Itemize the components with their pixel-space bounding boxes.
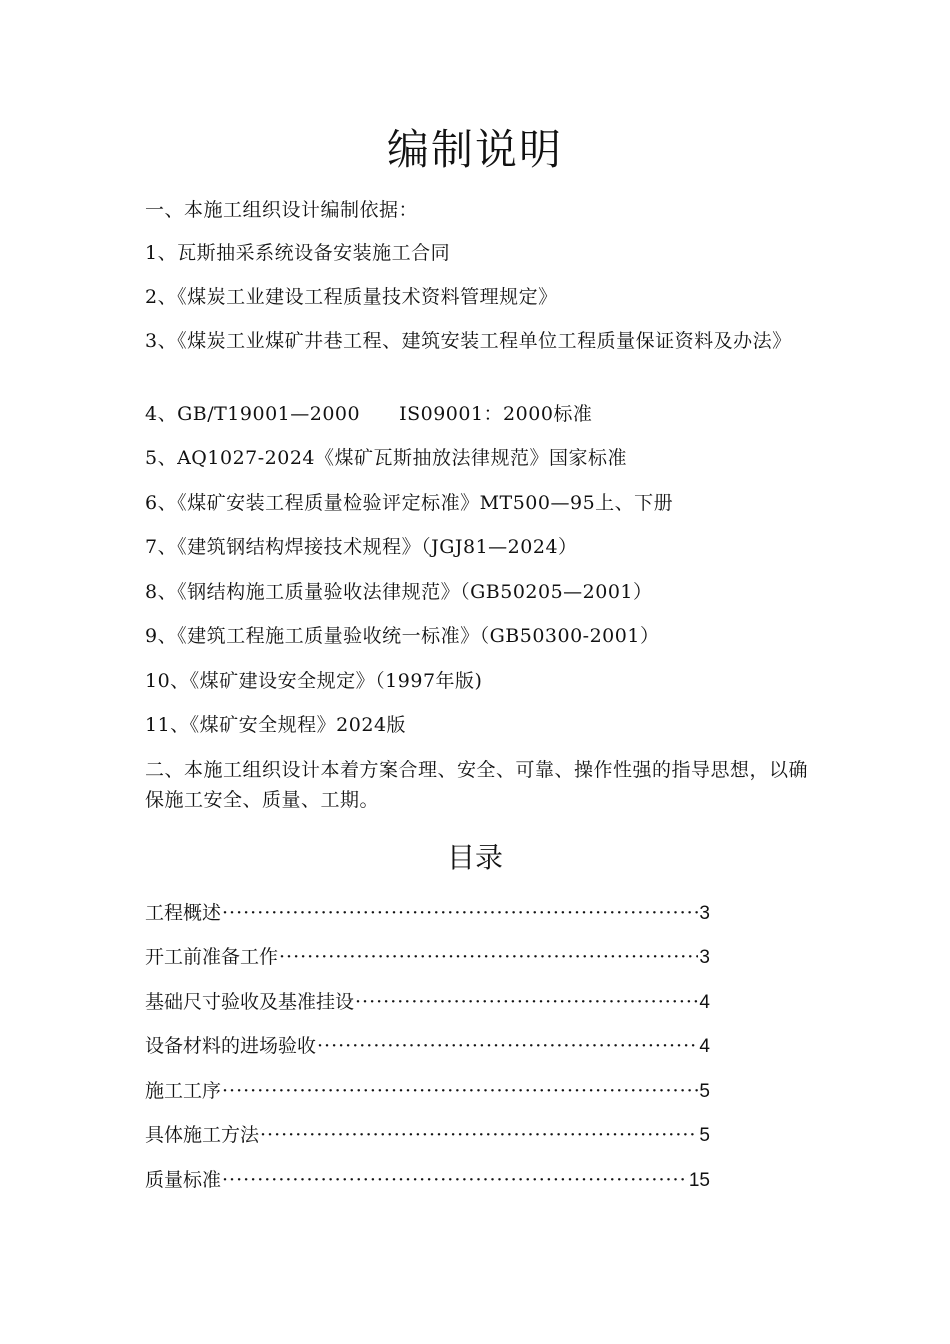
- toc-dot-leader: [355, 987, 698, 1017]
- toc-item-page: 5: [699, 1125, 710, 1146]
- basis-item-11: 11、《煤矿安全规程》2024版: [145, 714, 407, 736]
- basis-item-5: 5、AQ1027-2024《煤矿瓦斯抽放法律规范》国家标准: [145, 447, 628, 469]
- toc-item[interactable]: [145, 942, 710, 972]
- toc-dot-leader: [222, 1076, 698, 1106]
- toc-item-label: 开工前准备工作: [145, 946, 279, 968]
- toc-dot-leader: [222, 898, 698, 928]
- toc-item-page: 3: [699, 903, 710, 924]
- toc-dot-leader: [222, 1165, 688, 1195]
- basis-heading: 一、本施工组织设计编制依据：: [145, 199, 419, 221]
- toc-dot-leader: [260, 1120, 698, 1150]
- guiding-principle-paragraph: 二、本施工组织设计本着方案合理、安全、可靠、操作性强的指导思想，以确保施工安全、质量、工期。: [145, 759, 809, 811]
- toc-item-label: 具体施工方法: [145, 1124, 260, 1146]
- toc-item[interactable]: [145, 987, 710, 1017]
- basis-item-7: 7、《建筑钢结构焊接技术规程》（JGJ81—2024）: [145, 536, 578, 558]
- toc-item-page: 3: [699, 947, 710, 968]
- toc-item-page: 4: [699, 992, 710, 1013]
- toc-item[interactable]: [145, 1076, 710, 1106]
- basis-item-10: 10、《煤矿建设安全规定》（1997年版): [145, 670, 483, 692]
- basis-item-1: 1、瓦斯抽采系统设备安装施工合同: [145, 242, 451, 264]
- toc-item-label: 工程概述: [145, 902, 222, 924]
- toc-item-label: 质量标准: [145, 1169, 222, 1191]
- toc-dot-leader: [317, 1031, 698, 1061]
- toc-item-page: 15: [688, 1170, 710, 1191]
- basis-item-3: 3、《煤炭工业煤矿井巷工程、建筑安装工程单位工程质量保证资料及办法》: [145, 330, 792, 352]
- toc-dot-leader: [279, 942, 698, 972]
- toc-item[interactable]: [145, 898, 710, 928]
- toc-item[interactable]: [145, 1120, 710, 1150]
- basis-item-9: 9、《建筑工程施工质量验收统一标准》（GB50300-2001）: [145, 625, 660, 647]
- toc-item[interactable]: [145, 1031, 710, 1061]
- toc-item-label: 基础尺寸验收及基准挂设: [145, 991, 355, 1013]
- basis-item-2: 2、《煤炭工业建设工程质量技术资料管理规定》: [145, 286, 558, 308]
- basis-item-8: 8、《钢结构施工质量验收法律规范》（GB50205—2001）: [145, 581, 653, 603]
- toc-item-page: 4: [699, 1036, 710, 1057]
- toc-item-label: 施工工序: [145, 1080, 222, 1102]
- toc-item-page: 5: [699, 1081, 710, 1102]
- basis-item-4: 4、GB/T19001—2000 IS09001：2000标准: [145, 403, 593, 425]
- toc-item[interactable]: [145, 1165, 710, 1195]
- basis-item-6: 6、《煤矿安装工程质量检验评定标准》MT500—95上、下册: [145, 492, 674, 514]
- document-title: 编制说明: [386, 125, 563, 174]
- toc-title: 目录: [446, 841, 503, 874]
- toc-item-label: 设备材料的进场验收: [145, 1035, 317, 1057]
